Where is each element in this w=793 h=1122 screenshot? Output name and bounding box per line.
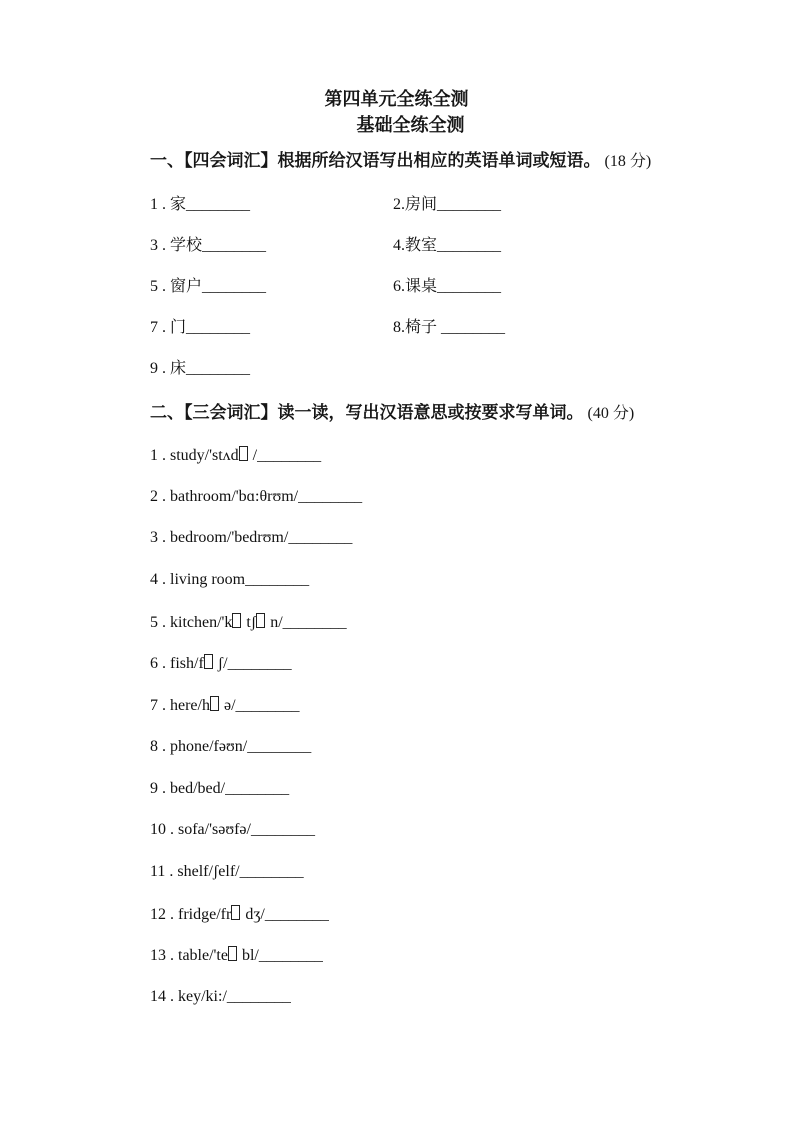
item-number: 5 . (150, 613, 170, 631)
answer-blank: ________ (186, 196, 251, 213)
word-item-1 (150, 446, 793, 488)
answer-blank: ________ (235, 697, 300, 715)
item-label: 椅子 (405, 319, 438, 336)
answer-blank: ________ (257, 447, 322, 464)
item-label: 房间 (405, 196, 438, 213)
answer-blank: ________ (202, 237, 267, 254)
section1-item-list (150, 196, 793, 401)
item-number: 1 . (150, 196, 170, 213)
word-item-8 (150, 738, 793, 780)
item-number: 14 . (150, 987, 178, 1005)
item-number: 4 . (150, 571, 170, 589)
item-label: 教室 (405, 237, 438, 254)
answer-blank: ________ (239, 862, 304, 880)
item-number: 8 . (150, 737, 170, 755)
vocab-item-7 (150, 319, 393, 360)
answer-blank: ________ (437, 196, 502, 213)
section-four-skill-vocab (0, 149, 793, 401)
vocab-item-6 (393, 278, 793, 319)
item-label: 床 (170, 360, 187, 377)
item-number: 1 . (150, 447, 170, 464)
word-text: key/ki:/ (178, 987, 227, 1005)
item-number: 11 . (150, 862, 178, 880)
item-label: 窗户 (170, 278, 203, 295)
answer-blank: ________ (202, 278, 267, 295)
page-title: 第四单元全练全测 (324, 89, 469, 109)
missing-glyph-box (210, 696, 219, 711)
word-item-7 (150, 696, 793, 738)
item-number: 2 . (150, 487, 170, 505)
item-label: 家 (170, 196, 187, 213)
item-number: 3 . (150, 237, 170, 254)
item-number: 7 . (150, 319, 170, 336)
answer-blank: ________ (250, 821, 315, 839)
missing-glyph-box (204, 654, 213, 669)
answer-blank: ________ (288, 529, 353, 547)
answer-blank: ________ (247, 737, 312, 755)
item-number: 5 . (150, 278, 170, 295)
missing-glyph-box (228, 946, 237, 961)
word-text: shelf/ʃelf/ (177, 862, 240, 880)
section1-heading (150, 149, 793, 173)
answer-blank: ________ (186, 360, 251, 377)
vocab-item-4 (393, 237, 793, 278)
word-item-3 (150, 529, 793, 571)
word-item-11 (150, 863, 793, 905)
word-item-14 (150, 988, 793, 1030)
word-text: study/'stʌd / (170, 447, 258, 464)
vocab-item-1 (150, 196, 393, 237)
item-number: 7 . (150, 697, 170, 715)
word-item-10 (150, 821, 793, 863)
missing-glyph-box (231, 905, 240, 920)
section1-score: (18 分) (604, 153, 652, 170)
vocab-item-3 (150, 237, 393, 278)
item-number: 12 . (150, 905, 178, 923)
word-text: living room (170, 571, 246, 589)
missing-glyph-box (232, 613, 241, 628)
section1-heading-text: 一、【四会词汇】根据所给汉语写出相应的英语单词或短语。 (150, 151, 601, 170)
answer-blank: ________ (437, 278, 502, 295)
vocab-item-9 (150, 360, 393, 401)
word-text: phone/fəʊn/ (170, 737, 248, 755)
word-item-2 (150, 488, 793, 530)
vocab-item-2 (393, 196, 793, 237)
answer-blank: ________ (282, 613, 347, 631)
answer-blank: ________ (437, 319, 506, 336)
answer-blank: ________ (245, 571, 310, 589)
word-text: bedroom/'bedrʊm/ (170, 529, 289, 547)
word-text: table/'te bl/ (178, 947, 259, 965)
answer-blank: ________ (258, 947, 323, 965)
title-block (0, 0, 793, 138)
word-text: sofa/'səʊfə/ (178, 821, 251, 839)
word-text: fish/f ʃ/ (170, 655, 228, 673)
page-subtitle: 基础全练全测 (356, 115, 465, 135)
word-item-5 (150, 613, 793, 655)
vocab-item-5 (150, 278, 393, 319)
item-number: 6 . (150, 655, 170, 673)
word-item-6 (150, 654, 793, 696)
answer-blank: ________ (298, 487, 363, 505)
section-three-skill-vocab (0, 401, 793, 1030)
item-number: 10 . (150, 821, 178, 839)
answer-blank: ________ (227, 655, 292, 673)
answer-blank: ________ (226, 987, 291, 1005)
item-label: 学校 (170, 237, 203, 254)
answer-blank: ________ (186, 319, 251, 336)
item-number: 9 . (150, 360, 170, 377)
item-label: 门 (170, 319, 187, 336)
word-text: fridge/fr dʒ/ (178, 905, 265, 923)
word-item-9 (150, 780, 793, 822)
word-text: here/h ə/ (170, 697, 236, 715)
item-number: 4. (393, 237, 405, 254)
missing-glyph-box (239, 446, 248, 461)
answer-blank: ________ (225, 779, 290, 797)
section2-heading-text: 二、【三会词汇】读一读，写出汉语意思或按要求写单词。 (150, 403, 584, 422)
word-text: kitchen/'k tʃ n/ (170, 613, 283, 631)
answer-blank: ________ (437, 237, 502, 254)
item-number: 3 . (150, 529, 170, 547)
word-text: bed/bed/ (170, 779, 226, 797)
section2-heading (150, 401, 793, 425)
word-item-12 (150, 905, 793, 947)
item-label: 课桌 (405, 278, 438, 295)
vocab-item-8 (393, 319, 793, 360)
item-number: 2. (393, 196, 405, 213)
word-item-4 (150, 571, 793, 613)
word-item-13 (150, 946, 793, 988)
item-number: 6. (393, 278, 405, 295)
word-text: bathroom/'bɑ:θrʊm/ (170, 487, 299, 505)
item-number: 13 . (150, 947, 178, 965)
missing-glyph-box (256, 613, 265, 628)
section2-item-list (150, 446, 793, 1030)
section2-score: (40 分) (587, 405, 635, 422)
item-number: 9 . (150, 779, 170, 797)
item-number: 8. (393, 319, 405, 336)
answer-blank: ________ (264, 905, 329, 923)
